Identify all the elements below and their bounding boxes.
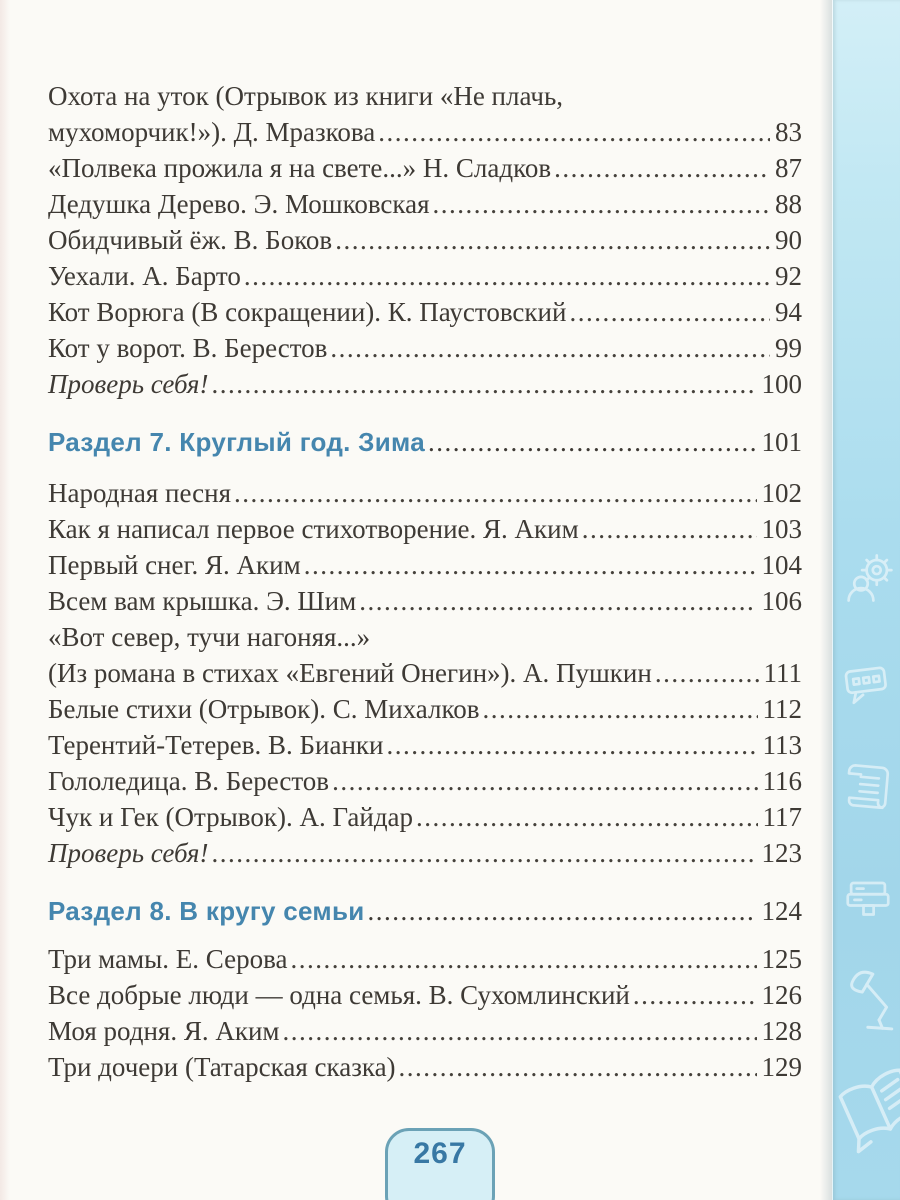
entry-title: Всем вам крышка. Э. Шим	[48, 586, 357, 616]
entry-title: Охота на уток (Отрывок из книги «Не плачь,	[48, 81, 564, 111]
dot-leader	[282, 1013, 756, 1049]
toc-entry-row	[48, 114, 802, 150]
dot-leader	[378, 114, 770, 150]
entry-page-number: 88	[775, 189, 802, 219]
dot-leader	[211, 835, 756, 871]
toc-entry-row	[48, 186, 802, 222]
entry-title: Обидчивый ёж. В. Боков	[48, 225, 333, 255]
entry-page-number: 90	[775, 225, 802, 255]
page-number-badge	[385, 1128, 495, 1200]
dot-leader	[483, 691, 758, 727]
entry-page-number: 99	[775, 333, 802, 363]
dot-leader	[211, 366, 756, 402]
toc-entry-row	[48, 294, 802, 330]
section-header-label: Раздел 8. В кругу семьи	[48, 896, 365, 926]
books-stack-icon	[841, 874, 895, 928]
entry-title: Моя родня. Я. Аким	[48, 1016, 280, 1046]
entry-page-number: 100	[761, 369, 802, 399]
entry-page-number: 87	[775, 153, 802, 183]
table-of-contents	[48, 78, 802, 1085]
toc-entry-row	[48, 835, 802, 871]
entry-title: Проверь себя!	[48, 838, 209, 868]
entry-title: Гололедица. В. Берестов	[48, 766, 330, 796]
dot-leader	[416, 799, 757, 835]
toc-entry-row	[48, 799, 802, 835]
dot-leader	[335, 222, 770, 258]
toc-entry-row	[48, 366, 802, 402]
toc-entry-row	[48, 583, 802, 619]
entry-title: Чук и Гек (Отрывок). А. Гайдар	[48, 802, 414, 832]
entry-page-number: 103	[761, 514, 802, 544]
dot-leader	[633, 977, 757, 1013]
toc-entry-row	[48, 619, 802, 655]
entry-title: «Вот север, тучи нагоняя...»	[48, 622, 371, 652]
cover-side-strip	[832, 0, 900, 1200]
dot-leader	[387, 727, 758, 763]
entry-title: Три дочери (Татарская сказка)	[48, 1052, 396, 1082]
entry-title: Терентий-Тетерев. В. Бианки	[48, 730, 384, 760]
entry-page-number: 128	[761, 1016, 802, 1046]
dot-leader	[332, 763, 757, 799]
toc-entry-row	[48, 150, 802, 186]
entry-title: (Из романа в стихах «Евгений Онегин»). А. Пушкин	[48, 658, 652, 688]
dot-leader	[554, 150, 770, 186]
page-number: 267	[413, 1137, 467, 1170]
entry-title: Уехали. А. Барто	[48, 261, 241, 291]
toc-entry-row	[48, 977, 802, 1013]
entry-title: мухоморчик!»). Д. Мразкова	[48, 117, 376, 147]
entry-title: Дедушка Дерево. Э. Мошковская	[48, 189, 430, 219]
dot-leader	[330, 330, 770, 366]
toc-entry-row	[48, 330, 802, 366]
entry-page-number: 102	[761, 478, 802, 508]
entry-title: Проверь себя!	[48, 369, 209, 399]
toc-entry-row	[48, 511, 802, 547]
entry-page-number: 125	[761, 944, 802, 974]
entry-title: Как я написал первое стихотворение. Я. Аким	[48, 514, 579, 544]
page-edge-shadow	[820, 0, 832, 1200]
toc-entry-row	[48, 655, 802, 691]
entry-page-number: 83	[775, 117, 802, 147]
entry-title: Народная песня	[48, 478, 232, 508]
toc-entry-row	[48, 475, 802, 511]
entry-title: Первый снег. Я. Аким	[48, 550, 301, 580]
toc-entry-row	[48, 1049, 802, 1085]
gear-person-icon	[843, 551, 897, 605]
entry-page-number: 129	[761, 1052, 802, 1082]
toc-entry-row	[48, 78, 802, 114]
toc-entry-row	[48, 547, 802, 583]
toc-entry-row	[48, 763, 802, 799]
dot-leader	[368, 893, 757, 929]
dot-leader	[428, 424, 757, 460]
entry-title: Все добрые люди — одна семья. В. Сухомлинский	[48, 980, 630, 1010]
entry-page-number: 104	[761, 550, 802, 580]
toc-entry-row	[48, 691, 802, 727]
entry-page-number: 112	[762, 694, 802, 724]
entry-title: Три мамы. Е. Серова	[48, 944, 288, 974]
toc-entry-row	[48, 941, 802, 977]
entry-page-number: 106	[761, 586, 802, 616]
entry-page-number: 123	[761, 838, 802, 868]
entry-page-number: 126	[761, 980, 802, 1010]
dot-leader	[304, 547, 757, 583]
entry-page-number: 111	[763, 658, 802, 688]
section-header-label: Раздел 7. Круглый год. Зима	[48, 427, 425, 457]
dot-leader	[399, 1049, 757, 1085]
entry-page-number: 116	[762, 766, 802, 796]
dot-leader	[244, 258, 770, 294]
entry-page-number: 94	[775, 297, 802, 327]
section-header-page: 124	[761, 896, 802, 926]
section-header-row	[48, 893, 802, 929]
toc-entry-row	[48, 222, 802, 258]
toc-entry-row	[48, 1013, 802, 1049]
entry-title: Белые стихи (Отрывок). С. Михалков	[48, 694, 480, 724]
entry-title: Кот у ворот. В. Берестов	[48, 333, 328, 363]
entry-page-number: 92	[775, 261, 802, 291]
dot-leader	[582, 511, 757, 547]
toc-entry-row	[48, 258, 802, 294]
dot-leader	[655, 655, 759, 691]
chat-bubble-icon	[835, 652, 897, 712]
dot-leader	[359, 583, 756, 619]
entry-title: «Полвека прожила я на свете...» Н. Сладков	[48, 153, 552, 183]
desk-lamp-icon	[841, 964, 900, 1038]
scroll-icon	[835, 756, 898, 819]
dot-leader	[234, 475, 756, 511]
section-header-page: 101	[761, 427, 802, 457]
dot-leader	[569, 294, 770, 330]
scan-edge-artifact	[0, 0, 10, 1200]
entry-page-number: 117	[762, 802, 802, 832]
dot-leader	[433, 186, 770, 222]
toc-entry-row	[48, 727, 802, 763]
entry-page-number: 113	[762, 730, 802, 760]
section-header-row	[48, 424, 802, 460]
dot-leader	[290, 941, 756, 977]
open-book-icon	[832, 1047, 900, 1168]
entry-title: Кот Ворюга (В сокращении). К. Паустовский	[48, 297, 567, 327]
